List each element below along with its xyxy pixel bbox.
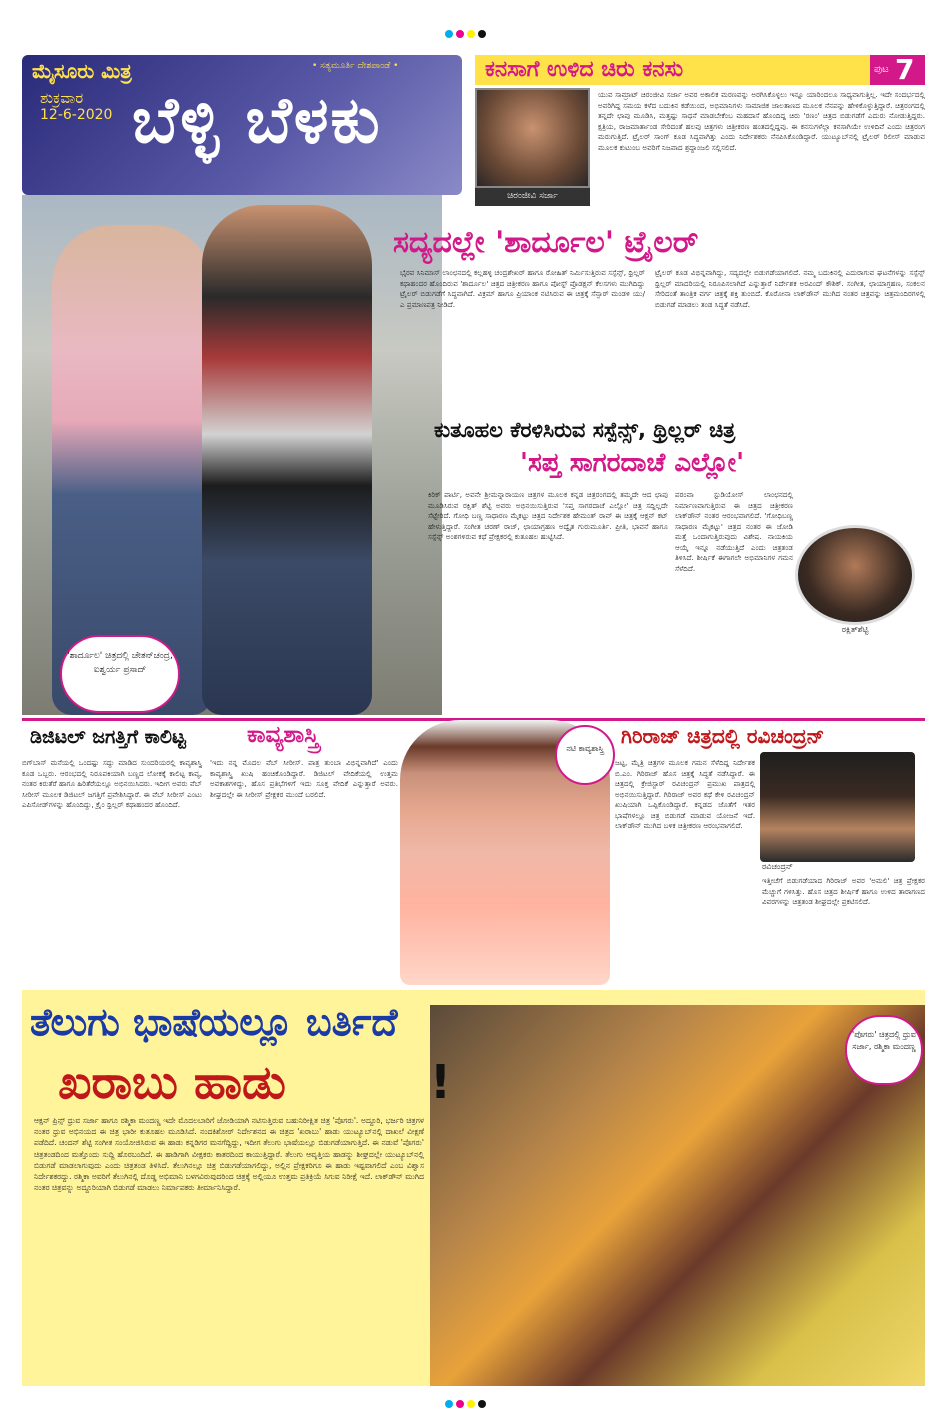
- chiru-headline-bar: [475, 55, 870, 85]
- saptha-headline: 'ಸಪ್ತ ಸಾಗರದಾಚೆ ಎಲ್ಲೋ': [520, 448, 745, 478]
- pogaru-body: ಆಕ್ಷನ್ ಪ್ರಿನ್ಸ್ ಧ್ರುವ ಸರ್ಜಾ ಹಾಗೂ ರಶ್ಮಿಕಾ ಮಂದಣ್ಣ ಇದೇ ಮೊದಲಬಾರಿಗೆ ಜೋಡಿಯಾಗಿ ನಟಿಸುತ್ತಿರುವ ಬಹುನಿರೀಕ್ಷಿತ ಚಿತ್ರ 'ಪೊಗರು'. ಅದ್ದೂರಿ, ಭರ್ಜರಿ ಚಿತ್ರಗಳ ನಂತರ ಧ್ರುವ ಅಭಿನಯದ ಈ ಚಿತ್ರ ಭಾರೀ ಕುತೂಹಲ ಮೂಡಿಸಿದೆ. ನಂದಕಿಶೋರ್ ನಿರ್ದೇಶನದ ಈ ಚಿತ್ರದ 'ಖರಾಬು' ಹಾಡು ಯುಟ್ಯೂಬ್‌ನಲ್ಲಿ ದಾಖಲೆ ವೀಕ್ಷಣೆ ಪಡೆದಿದೆ. ಚಂದನ್ ಶೆಟ್ಟಿ ಸಂಗೀತ ಸಂಯೋಜಿಸಿರುವ ಈ ಹಾಡು ಕನ್ನಡಿಗರ ಮನಗೆದ್ದಿದ್ದು, ಇದೀಗ ತೆಲುಗು ಭಾಷೆಯಲ್ಲೂ ಬಿಡುಗಡೆಯಾಗುತ್ತಿದೆ. ಈ ನಡುವೆ 'ಪೊಗರು' ಚಿತ್ರತಂಡದಿಂದ ಮತ್ತೊಂದು ಸುದ್ದಿ ಹೊರಬಂದಿದೆ. ಈ ಹಾಡಿಗಾಗಿ ವೀಕ್ಷಕರು ಕಾತರದಿಂದ ಕಾಯುತ್ತಿದ್ದಾರೆ. ತೆಲುಗು ಆವೃತ್ತಿಯ ಹಾಡನ್ನು ಶೀಘ್ರದಲ್ಲೇ ಯುಟ್ಯೂಬ್‌ನಲ್ಲಿ ಬಿಡುಗಡೆ ಮಾಡಲಾಗುವುದು ಎಂದು ಚಿತ್ರತಂಡ ತಿಳಿಸಿದೆ. ತೆಲುಗಿನಲ್ಲೂ ಚಿತ್ರ ಬಿಡುಗಡೆಯಾಗಲಿದ್ದು, ಅಲ್ಲಿನ ಪ್ರೇಕ್ಷಕರಿಗೂ ಈ ಹಾಡು ಇಷ್ಟವಾಗಲಿದೆ ಎಂಬ ವಿಶ್ವಾಸ ನಿರ್ದೇಶಕರದ್ದು. ರಶ್ಮಿಕಾ ಅವರಿಗೆ ತೆಲುಗಿನಲ್ಲಿ ದೊಡ್ಡ ಅಭಿಮಾನಿ ಬಳಗವಿರುವುದರಿಂದ ಚಿತ್ರಕ್ಕೆ ಅಲ್ಲಿಯೂ ಉತ್ತಮ ಪ್ರತಿಕ್ರಿಯೆ ಸಿಗುವ ನಿರೀಕ್ಷೆ ಇದೆ. ಲಾಕ್‌ಡೌನ್ ಮುಗಿದ ನಂತರ ಚಿತ್ರವನ್ನು ಅದ್ದೂರಿಯಾಗಿ ಬಿಡುಗಡೆ ಮಾಡಲು ನಿರ್ಮಾಪಕರು ತೀರ್ಮಾನಿಸಿದ್ದಾರೆ.: [34, 1116, 424, 1193]
- shardula-headline-box: [385, 225, 925, 267]
- giriraj-headline: ಗಿರಿರಾಜ್ ಚಿತ್ರದಲ್ಲಿ ರವಿಚಂದ್ರನ್: [621, 724, 825, 748]
- pogaru-headline-line1: ತೆಲುಗು ಭಾಷೆಯಲ್ಲೂ ಬರ್ತಿದೆ: [30, 1000, 398, 1044]
- kavya-headline-part1: ಡಿಜಿಟಲ್ ಜಗತ್ತಿಗೆ ಕಾಲಿಟ್ಟ: [30, 726, 186, 748]
- pogaru-headline-line2: ಖರಾಬು ಹಾಡು: [58, 1055, 286, 1109]
- saptha-kicker-box: [430, 418, 925, 448]
- shardula-headline: ಸದ್ಯದಲ್ಲೇ 'ಶಾರ್ದೂಲ' ಟ್ರೈಲರ್: [393, 225, 699, 260]
- actor-figure: [202, 205, 372, 715]
- rakshit-photo-caption: ರಕ್ಷಿತ್‌ಶೆಟ್ಟಿ: [841, 625, 869, 634]
- giriraj-body-right: ಇತ್ತೀಚೆಗೆ ಬಿಡುಗಡೆಯಾದ ಗಿರಿರಾಜ್ ಅವರ 'ಅಮಲಿ' ಚಿತ್ರ ಪ್ರೇಕ್ಷಕರ ಮೆಚ್ಚುಗೆ ಗಳಿಸಿತ್ತು. ಹೊಸ ಚಿತ್ರದ ಶೀರ್ಷಿಕೆ ಹಾಗೂ ಉಳಿದ ತಾರಾಗಣದ ವಿವರಗಳನ್ನು ಚಿತ್ರತಂಡ ಶೀಘ್ರದಲ್ಲೇ ಪ್ರಕಟಿಸಲಿದೆ.: [762, 876, 925, 906]
- ravichandran-photo-caption: ರವಿಚಂದ್ರನ್: [762, 862, 793, 871]
- chiru-photo: [475, 88, 590, 188]
- shardula-body-right: ಟ್ರೈಲರ್ ಕೂಡ ವಿಭಿನ್ನವಾಗಿದ್ದು, ಸದ್ಯದಲ್ಲೇ ಬಿಡುಗಡೆಯಾಗಲಿದೆ. ನಮ್ಮ ಬದುಕಿನಲ್ಲಿ ಎದುರಾಗುವ ಘಟನೆಗಳನ್ನು ಸಸ್ಪೆನ್ಸ್ ಥ್ರಿಲ್ಲರ್ ಮಾದರಿಯಲ್ಲಿ ನಿರೂಪಿಸಲಾಗಿದೆ ಎನ್ನುತ್ತಾರೆ ನಿರ್ದೇಶಕ ಅರವಿಂದ್ ಕೌಶಿಕ್. ಸಂಗೀತ, ಛಾಯಾಗ್ರಹಣ, ಸಂಕಲನ ಸೇರಿದಂತೆ ತಾಂತ್ರಿಕ ವರ್ಗ ಚಿತ್ರಕ್ಕೆ ಶಕ್ತಿ ತುಂಬಿದೆ. ಕೊರೋನಾ ಲಾಕ್‌ಡೌನ್ ಮುಗಿದ ನಂತರ ಚಿತ್ರವನ್ನು ಚಿತ್ರಮಂದಿರಗಳಲ್ಲಿ ಬಿಡುಗಡೆ ಮಾಡಲು ತಂಡ ಸಿದ್ಧತೆ ನಡೆಸಿದೆ.: [655, 268, 925, 309]
- chiru-body: ಯುವ ಸಾಮ್ರಾಟ್ ಚಿರಂಜೀವಿ ಸರ್ಜಾ ಅವರ ಅಕಾಲಿಕ ಮರಣವನ್ನು ಅರಗಿಸಿಕೊಳ್ಳಲು ಇನ್ನೂ ಯಾರಿಂದಲೂ ಸಾಧ್ಯವಾಗುತ್ತಿಲ್ಲ. ಇದೇ ಸಂದರ್ಭದಲ್ಲಿ ಅವರಿಗಿದ್ದ ಸಮಯ ಕಳೆದ ಬದುಕಿನ ಕಡೆಯಿಂದ, ಅಭಿಮಾನಿಗಳು ಸಾಮಾಜಿಕ ಜಾಲತಾಣದ ಮೂಲಕ ನೆನಪನ್ನು ಹೇಳಿಕೊಳ್ಳುತ್ತಿದ್ದಾರೆ. ಚಿತ್ರರಂಗದಲ್ಲಿ ತನ್ನದೇ ಛಾಪು ಮೂಡಿಸಿ, ಮತ್ತಷ್ಟು ಸಾಧನೆ ಮಾಡಬೇಕೆಂಬ ಮಹದಾಸೆ ಹೊಂದಿದ್ದ ಚಿರು 'ರಣಂ' ಚಿತ್ರದ ಬಿಡುಗಡೆಗೆ ಎದುರು ನೋಡುತ್ತಿದ್ದರು. ಕ್ಷತ್ರಿಯ, ರಾಜಮಾರ್ತಾಂಡ ಸೇರಿದಂತೆ ಹಲವು ಚಿತ್ರಗಳು ಚಿತ್ರೀಕರಣ ಹಂತದಲ್ಲಿದ್ದವು. ಈ ಕನಸುಗಳೆಲ್ಲಾ ಕನಸಾಗಿಯೇ ಉಳಿದಿವೆ ಎಂದು ಚಿತ್ರರಂಗ ಮರುಗುತ್ತಿದೆ. ಟ್ರೈಲರ್ ಸಾಂಗ್ ಕೂಡ ಸಿದ್ಧವಾಗಿತ್ತು ಎಂದು ನಿರ್ದೇಶಕರು ನೆನಪಿಸಿಕೊಂಡಿದ್ದಾರೆ. ಯುಟ್ಯೂಬ್‌ನಲ್ಲಿ ಟ್ರೈಲರ್ ರಿಲೀಸ್ ಮಾಡುವ ಮೂಲಕ ಕುಟುಂಬ ಅವರಿಗೆ ನಿಜವಾದ ಶ್ರದ್ಧಾಂಜಲಿ ಸಲ್ಲಿಸಲಿದೆ.: [598, 90, 925, 152]
- issue-day: ಶುಕ್ರವಾರ: [40, 89, 84, 107]
- pogaru-photo-caption: 'ಪೊಗರು' ಚಿತ್ರದಲ್ಲಿ ಧ್ರುವ ಸರ್ಜಾ, ರಶ್ಮಿಕಾ ಮಂದಣ್ಣ: [845, 1015, 923, 1085]
- saptha-kicker: ಕುತೂಹಲ ಕೆರಳಿಸಿರುವ ಸಸ್ಪೆನ್ಸ್, ಥ್ರಿಲ್ಲರ್ ಚಿತ್ರ: [434, 418, 736, 442]
- chiru-photo-caption: ಚಿರಂಜೀವಿ ಸರ್ಜಾ: [475, 188, 590, 206]
- kavya-body-right: 'ಇದು ನನ್ನ ಮೊದಲ ವೆಬ್ ಸೀರೀಸ್. ಪಾತ್ರ ತುಂಬಾ ವಿಭಿನ್ನವಾಗಿದೆ' ಎಂದು ಕಾವ್ಯಶಾಸ್ತ್ರಿ ಖುಷಿ ಹಂಚಿಕೊಂಡಿದ್ದಾರೆ. ಡಿಜಿಟಲ್ ವೇದಿಕೆಯಲ್ಲಿ ಉತ್ತಮ ಅವಕಾಶಗಳಿದ್ದು, ಹೊಸ ಪ್ರತಿಭೆಗಳಿಗೆ ಇದು ಸೂಕ್ತ ವೇದಿಕೆ ಎನ್ನುತ್ತಾರೆ ಅವರು. ಶೀಘ್ರದಲ್ಲೇ ಈ ಸೀರೀಸ್ ಪ್ರೇಕ್ಷಕರ ಮುಂದೆ ಬರಲಿದೆ.: [210, 758, 398, 799]
- ravichandran-photo: [760, 752, 915, 862]
- masthead: [22, 55, 462, 195]
- page-number: 7: [895, 53, 915, 86]
- pogaru-headline-line2-box: [40, 1055, 560, 1110]
- saptha-body-left: ಕಿರಿಕ್ ಪಾರ್ಟಿ, ಅವನೇ ಶ್ರೀಮನ್ನಾರಾಯಣ ಚಿತ್ರಗಳ ಮೂಲಕ ಕನ್ನಡ ಚಿತ್ರರಂಗದಲ್ಲಿ ತಮ್ಮದೇ ಆದ ಛಾಪು ಮೂಡಿಸಿರುವ ರಕ್ಷಿತ್ ಶೆಟ್ಟಿ ಅವರು ಅಭಿನಯಿಸುತ್ತಿರುವ 'ಸಪ್ತ ಸಾಗರದಾಚೆ ಎಲ್ಲೋ' ಚಿತ್ರ ಸದ್ದಿಲ್ಲದೇ ಸೆಟ್ಟೇರಿದೆ. ಗೋಧಿ ಬಣ್ಣ ಸಾಧಾರಣ ಮೈಕಟ್ಟು ಚಿತ್ರದ ನಿರ್ದೇಶಕ ಹೇಮಂತ್ ರಾವ್ ಈ ಚಿತ್ರಕ್ಕೆ ಆಕ್ಷನ್ ಕಟ್ ಹೇಳುತ್ತಿದ್ದಾರೆ. ಸಂಗೀತ ಚರಣ್ ರಾಜ್, ಛಾಯಾಗ್ರಹಣ ಅದ್ವೈತ ಗುರುಮೂರ್ತಿ. ಪ್ರೀತಿ, ಭಾವನೆ ಹಾಗೂ ಸಸ್ಪೆನ್ಸ್ ಅಂಶಗಳಿರುವ ಕಥೆ ಪ್ರೇಕ್ಷಕರಲ್ಲಿ ಕುತೂಹಲ ಹುಟ್ಟಿಸಿದೆ.: [428, 490, 668, 541]
- chiru-headline: ಕನಸಾಗೆ ಉಳಿದ ಚಿರು ಕನಸು: [485, 57, 684, 82]
- pogaru-headline-mark: !: [430, 1055, 451, 1109]
- shardula-body-left: ಭೈರವ ಸಿನಿಮಾಸ್ ಲಾಂಛನದಲ್ಲಿ ಕಲ್ಲಹಳ್ಳಿ ಚಂದ್ರಶೇಖರ್ ಹಾಗೂ ರೋಹಿತ್ ನಿರ್ಮಿಸುತ್ತಿರುವ ಸಸ್ಪೆನ್ಸ್, ಥ್ರಿಲ್ಲರ್ ಕಥಾಹಂದರ ಹೊಂದಿರುವ 'ಶಾರ್ದೂಲ' ಚಿತ್ರದ ಚಿತ್ರೀಕರಣ ಹಾಗೂ ಪೋಸ್ಟ್ ಪ್ರೊಡಕ್ಷನ್ ಕೆಲಸಗಳು ಮುಗಿದಿದ್ದು ಟ್ರೈಲರ್ ಬಿಡುಗಡೆಗೆ ಸಿದ್ಧವಾಗಿದೆ. ವಿಕ್ರಮ್ ಹಾಗೂ ಪ್ರಿಯಾಂಕ ನಟಿಸಿರುವ ಈ ಚಿತ್ರಕ್ಕೆ ಸೆನ್ಸಾರ್ ಮಂಡಳಿ ಯು/ಎ ಪ್ರಮಾಣಪತ್ರ ನೀಡಿದೆ.: [400, 268, 645, 309]
- section-title: ಬೆಳ್ಳಿ ಬೆಳಕು: [132, 83, 382, 158]
- saptha-body-right: ಪರಂವಾ ಸ್ಟುಡಿಯೋಸ್ ಲಾಂಛನದಲ್ಲಿ ನಿರ್ಮಾಣವಾಗುತ್ತಿರುವ ಈ ಚಿತ್ರದ ಚಿತ್ರೀಕರಣ ಲಾಕ್‌ಡೌನ್ ನಂತರ ಆರಂಭವಾಗಲಿದೆ. 'ಗೋಧಿಬಣ್ಣ ಸಾಧಾರಣ ಮೈಕಟ್ಟು' ಚಿತ್ರದ ನಂತರ ಈ ಜೋಡಿ ಮತ್ತೆ ಒಂದಾಗುತ್ತಿರುವುದು ವಿಶೇಷ. ನಾಯಕಿಯ ಆಯ್ಕೆ ಇನ್ನೂ ನಡೆಯುತ್ತಿದೆ ಎಂದು ಚಿತ್ರತಂಡ ತಿಳಿಸಿದೆ. ಶೀರ್ಷಿಕೆ ಈಗಾಗಲೇ ಅಭಿಮಾನಿಗಳ ಗಮನ ಸೆಳೆದಿದೆ.: [675, 490, 793, 573]
- registration-marks-bottom: [445, 1400, 486, 1408]
- paper-name: ಮೈಸೂರು ಮಿತ್ರ: [32, 59, 132, 83]
- pogaru-headline-line1-box: [30, 1000, 590, 1050]
- page-number-box: [870, 55, 925, 85]
- shardula-photo-caption: 'ಶಾರ್ದೂಲ' ಚಿತ್ರದಲ್ಲಿ ಚೇತನ್‌ಚಂದ್ರ, ಐಶ್ವರ್ಯ ಪ್ರಸಾದ್: [60, 635, 180, 713]
- saptha-body-right-extra: [795, 640, 925, 712]
- kavya-photo-caption: ನಟಿ ಕಾವ್ಯಶಾಸ್ತ್ರಿ: [555, 725, 615, 785]
- masthead-tagline: • ಸತ್ಯಮೂರ್ತಿ ದೇಶಪಾಂಡೆ •: [312, 61, 399, 71]
- giriraj-body: ಜಟ್ಟ, ಮೈತ್ರಿ ಚಿತ್ರಗಳ ಮೂಲಕ ಗಮನ ಸೆಳೆದಿದ್ದ ನಿರ್ದೇಶಕ ಬಿ.ಎಂ. ಗಿರಿರಾಜ್ ಹೊಸ ಚಿತ್ರಕ್ಕೆ ಸಿದ್ಧತೆ ನಡೆಸಿದ್ದಾರೆ. ಈ ಚಿತ್ರದಲ್ಲಿ ಕ್ರೇಜಿಸ್ಟಾರ್ ರವಿಚಂದ್ರನ್ ಪ್ರಮುಖ ಪಾತ್ರದಲ್ಲಿ ಅಭಿನಯಿಸುತ್ತಿದ್ದಾರೆ. ಗಿರಿರಾಜ್ ಅವರ ಕಥೆ ಕೇಳಿ ರವಿಚಂದ್ರನ್ ಖುಷಿಯಾಗಿ ಒಪ್ಪಿಕೊಂಡಿದ್ದಾರೆ. ಕನ್ನಡದ ಜೊತೆಗೆ ಇತರ ಭಾಷೆಗಳಲ್ಲೂ ಚಿತ್ರ ಬಿಡುಗಡೆ ಮಾಡುವ ಯೋಜನೆ ಇದೆ. ಲಾಕ್‌ಡೌನ್ ಮುಗಿದ ಬಳಿಕ ಚಿತ್ರೀಕರಣ ಆರಂಭವಾಗಲಿದೆ.: [615, 758, 755, 830]
- rakshit-photo: [795, 525, 915, 625]
- kavya-body-left: ಬಿಗ್‌ಬಾಸ್ ಮನೆಯಲ್ಲಿ ಒಂದಷ್ಟು ಸದ್ದು ಮಾಡಿದ ಸುಂದರಿಯರಲ್ಲಿ ಕಾವ್ಯಶಾಸ್ತ್ರಿ ಕೂಡ ಒಬ್ಬರು. ಆರಂಭದಲ್ಲಿ ನಿರೂಪಕಿಯಾಗಿ ಬಣ್ಣದ ಲೋಕಕ್ಕೆ ಕಾಲಿಟ್ಟ ಕಾವ್ಯ, ನಂತರ ಕಿರುತೆರೆ ಹಾಗೂ ಹಿರಿತೆರೆಯಲ್ಲೂ ಅಭಿನಯಿಸಿದರು. ಇದೀಗ ಅವರು ವೆಬ್ ಸೀರೀಸ್ ಮೂಲಕ ಡಿಜಿಟಲ್ ಜಗತ್ತಿಗೆ ಪ್ರವೇಶಿಸಿದ್ದಾರೆ. ಈ ವೆಬ್ ಸೀರೀಸ್ ಎಂಟು ಎಪಿಸೋಡ್‌ಗಳನ್ನು ಹೊಂದಿದ್ದು, ಕ್ರೈಂ ಥ್ರಿಲ್ಲರ್ ಕಥಾಹಂದರ ಹೊಂದಿದೆ.: [22, 758, 202, 809]
- giriraj-headline-box: [615, 722, 925, 752]
- kavya-headline-box: [22, 722, 397, 752]
- registration-marks-top: [445, 30, 486, 38]
- issue-date: 12-6-2020: [40, 107, 113, 123]
- kavya-headline-part2: ಕಾವ್ಯಶಾಸ್ತ್ರಿ: [247, 722, 319, 748]
- page-label: ಪುಟ: [874, 64, 889, 75]
